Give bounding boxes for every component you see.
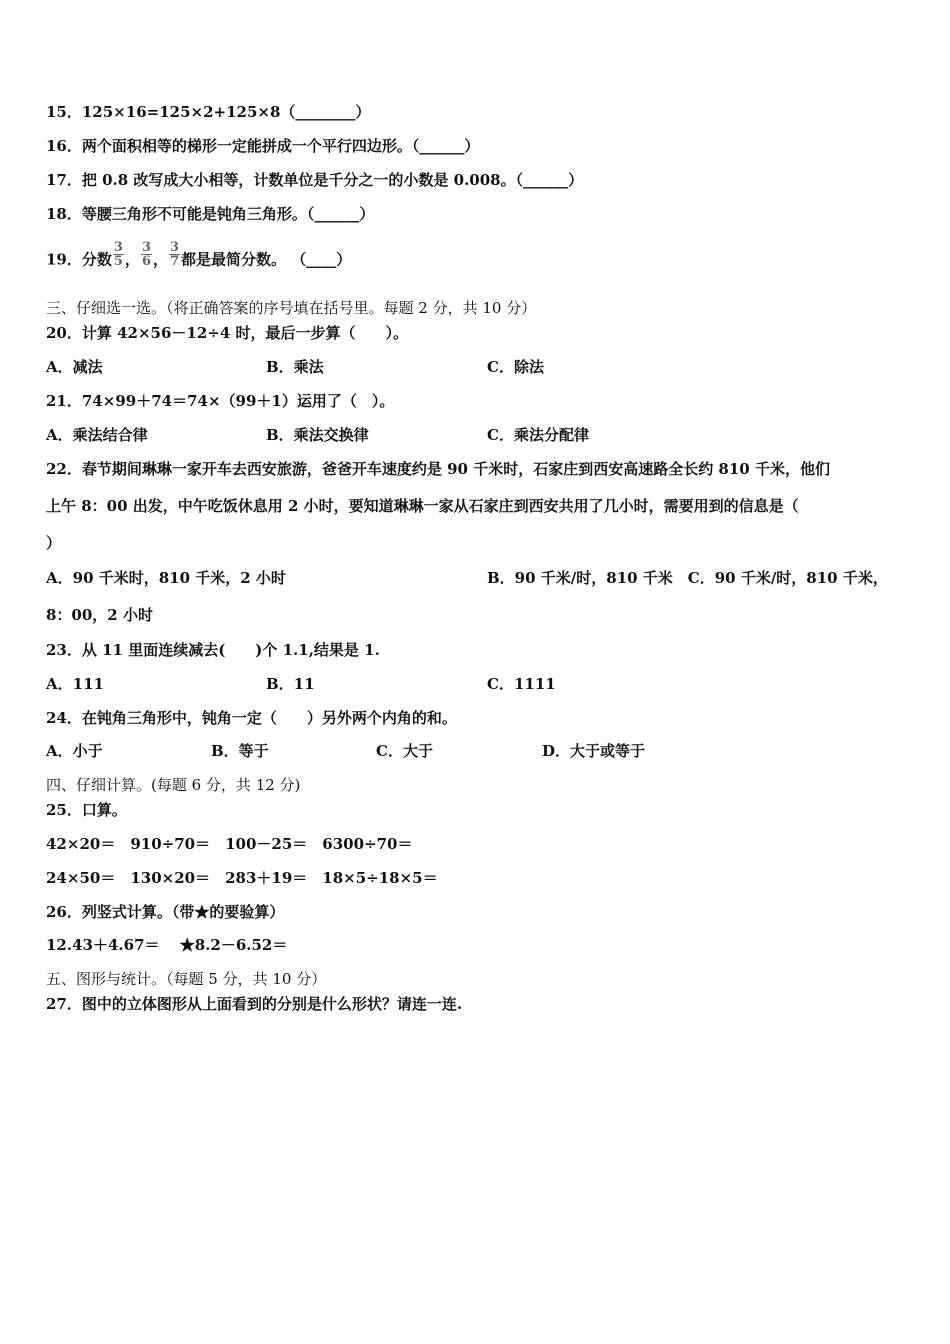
question-19: 19．分数 $\frac{3}{5}$ ， $\frac{3}{6}$ ， $\frac{3}{7}$ 都是最简分数。 （____） — [46, 240, 352, 269]
q23-option-a: A．111 — [46, 675, 104, 693]
q19-suffix: 都是最简分数。 （____） — [181, 250, 352, 269]
q26-row-1: 12.43＋4.67＝ ★8.2－6.52＝ — [46, 936, 288, 954]
section-4-heading: 四、仔细计算。(每题 6 分，共 12 分) — [46, 776, 301, 794]
q23-option-c: C．1111 — [487, 675, 556, 693]
section-3-heading: 三、仔细选一选。（将正确答案的序号填在括号里。每题 2 分，共 10 分） — [46, 299, 537, 317]
q20-option-b: B．乘法 — [266, 358, 324, 376]
q23-option-b: B．11 — [266, 675, 315, 693]
q20-option-c: C．除法 — [487, 358, 544, 376]
question-17: 17．把 0.8 改写成大小相等，计数单位是千分之一的小数是 0.008。（______） — [46, 171, 584, 189]
fraction-3-7: $\frac{3}{7}$ — [170, 240, 180, 269]
question-26: 26．列竖式计算。（带★的要验算） — [46, 903, 285, 921]
question-23: 23．从 11 里面连续减去( )个 1.1,结果是 1. — [46, 641, 380, 659]
q21-option-a: A．乘法结合律 — [46, 426, 148, 444]
q21-option-c: C．乘法分配律 — [487, 426, 589, 444]
q21-option-b: B．乘法交换律 — [266, 426, 369, 444]
question-22-line1: 22．春节期间琳琳一家开车去西安旅游，爸爸开车速度约是 90 千米时，石家庄到西安高速路全长约 810 千米，他们 — [46, 460, 830, 478]
question-22-line2: 上午 8：00 出发，中午吃饭休息用 2 小时，要知道琳琳一家从石家庄到西安共用了几小时，需要用到的信息是（ — [46, 497, 799, 515]
q19-prefix: 19．分数 — [46, 250, 112, 269]
q24-option-d: D．大于或等于 — [542, 742, 646, 760]
question-18: 18．等腰三角形不可能是钝角三角形。（______） — [46, 205, 375, 223]
q24-option-b: B．等于 — [211, 742, 269, 760]
fraction-3-6: $\frac{3}{6}$ — [141, 240, 151, 269]
q22-option-c-cont: 8：00，2 小时 — [46, 606, 153, 624]
q22-option-a: A．90 千米时，810 千米，2 小时 — [46, 569, 286, 587]
question-22-line3: ） — [46, 534, 62, 552]
question-27: 27．图中的立体图形从上面看到的分别是什么形状？请连一连. — [46, 995, 463, 1013]
q25-row-1: 42×20＝ 910÷70＝ 100－25＝ 6300÷70＝ — [46, 835, 413, 853]
question-21: 21．74×99＋74＝74×（99＋1）运用了（ ）。 — [46, 392, 395, 410]
q24-option-c: C．大于 — [376, 742, 433, 760]
question-24: 24．在钝角三角形中，钝角一定（ ）另外两个内角的和。 — [46, 709, 457, 727]
question-20: 20．计算 42×56－12÷4 时，最后一步算（ ）。 — [46, 324, 409, 342]
q25-row-2: 24×50＝ 130×20＝ 283＋19＝ 18×5÷18×5＝ — [46, 869, 438, 887]
question-15: 15．125×16=125×2+125×8（________） — [46, 103, 371, 121]
q20-option-a: A．减法 — [46, 358, 103, 376]
fraction-3-5: $\frac{3}{5}$ — [113, 240, 123, 269]
section-5-heading: 五、图形与统计。（每题 5 分，共 10 分） — [46, 970, 327, 988]
q22-option-bc: B．90 千米/时，810 千米 C．90 千米/时，810 千米， — [487, 569, 888, 587]
q24-option-a: A．小于 — [46, 742, 103, 760]
question-25: 25．口算。 — [46, 801, 127, 819]
question-16: 16．两个面积相等的梯形一定能拼成一个平行四边形。（______） — [46, 137, 480, 155]
